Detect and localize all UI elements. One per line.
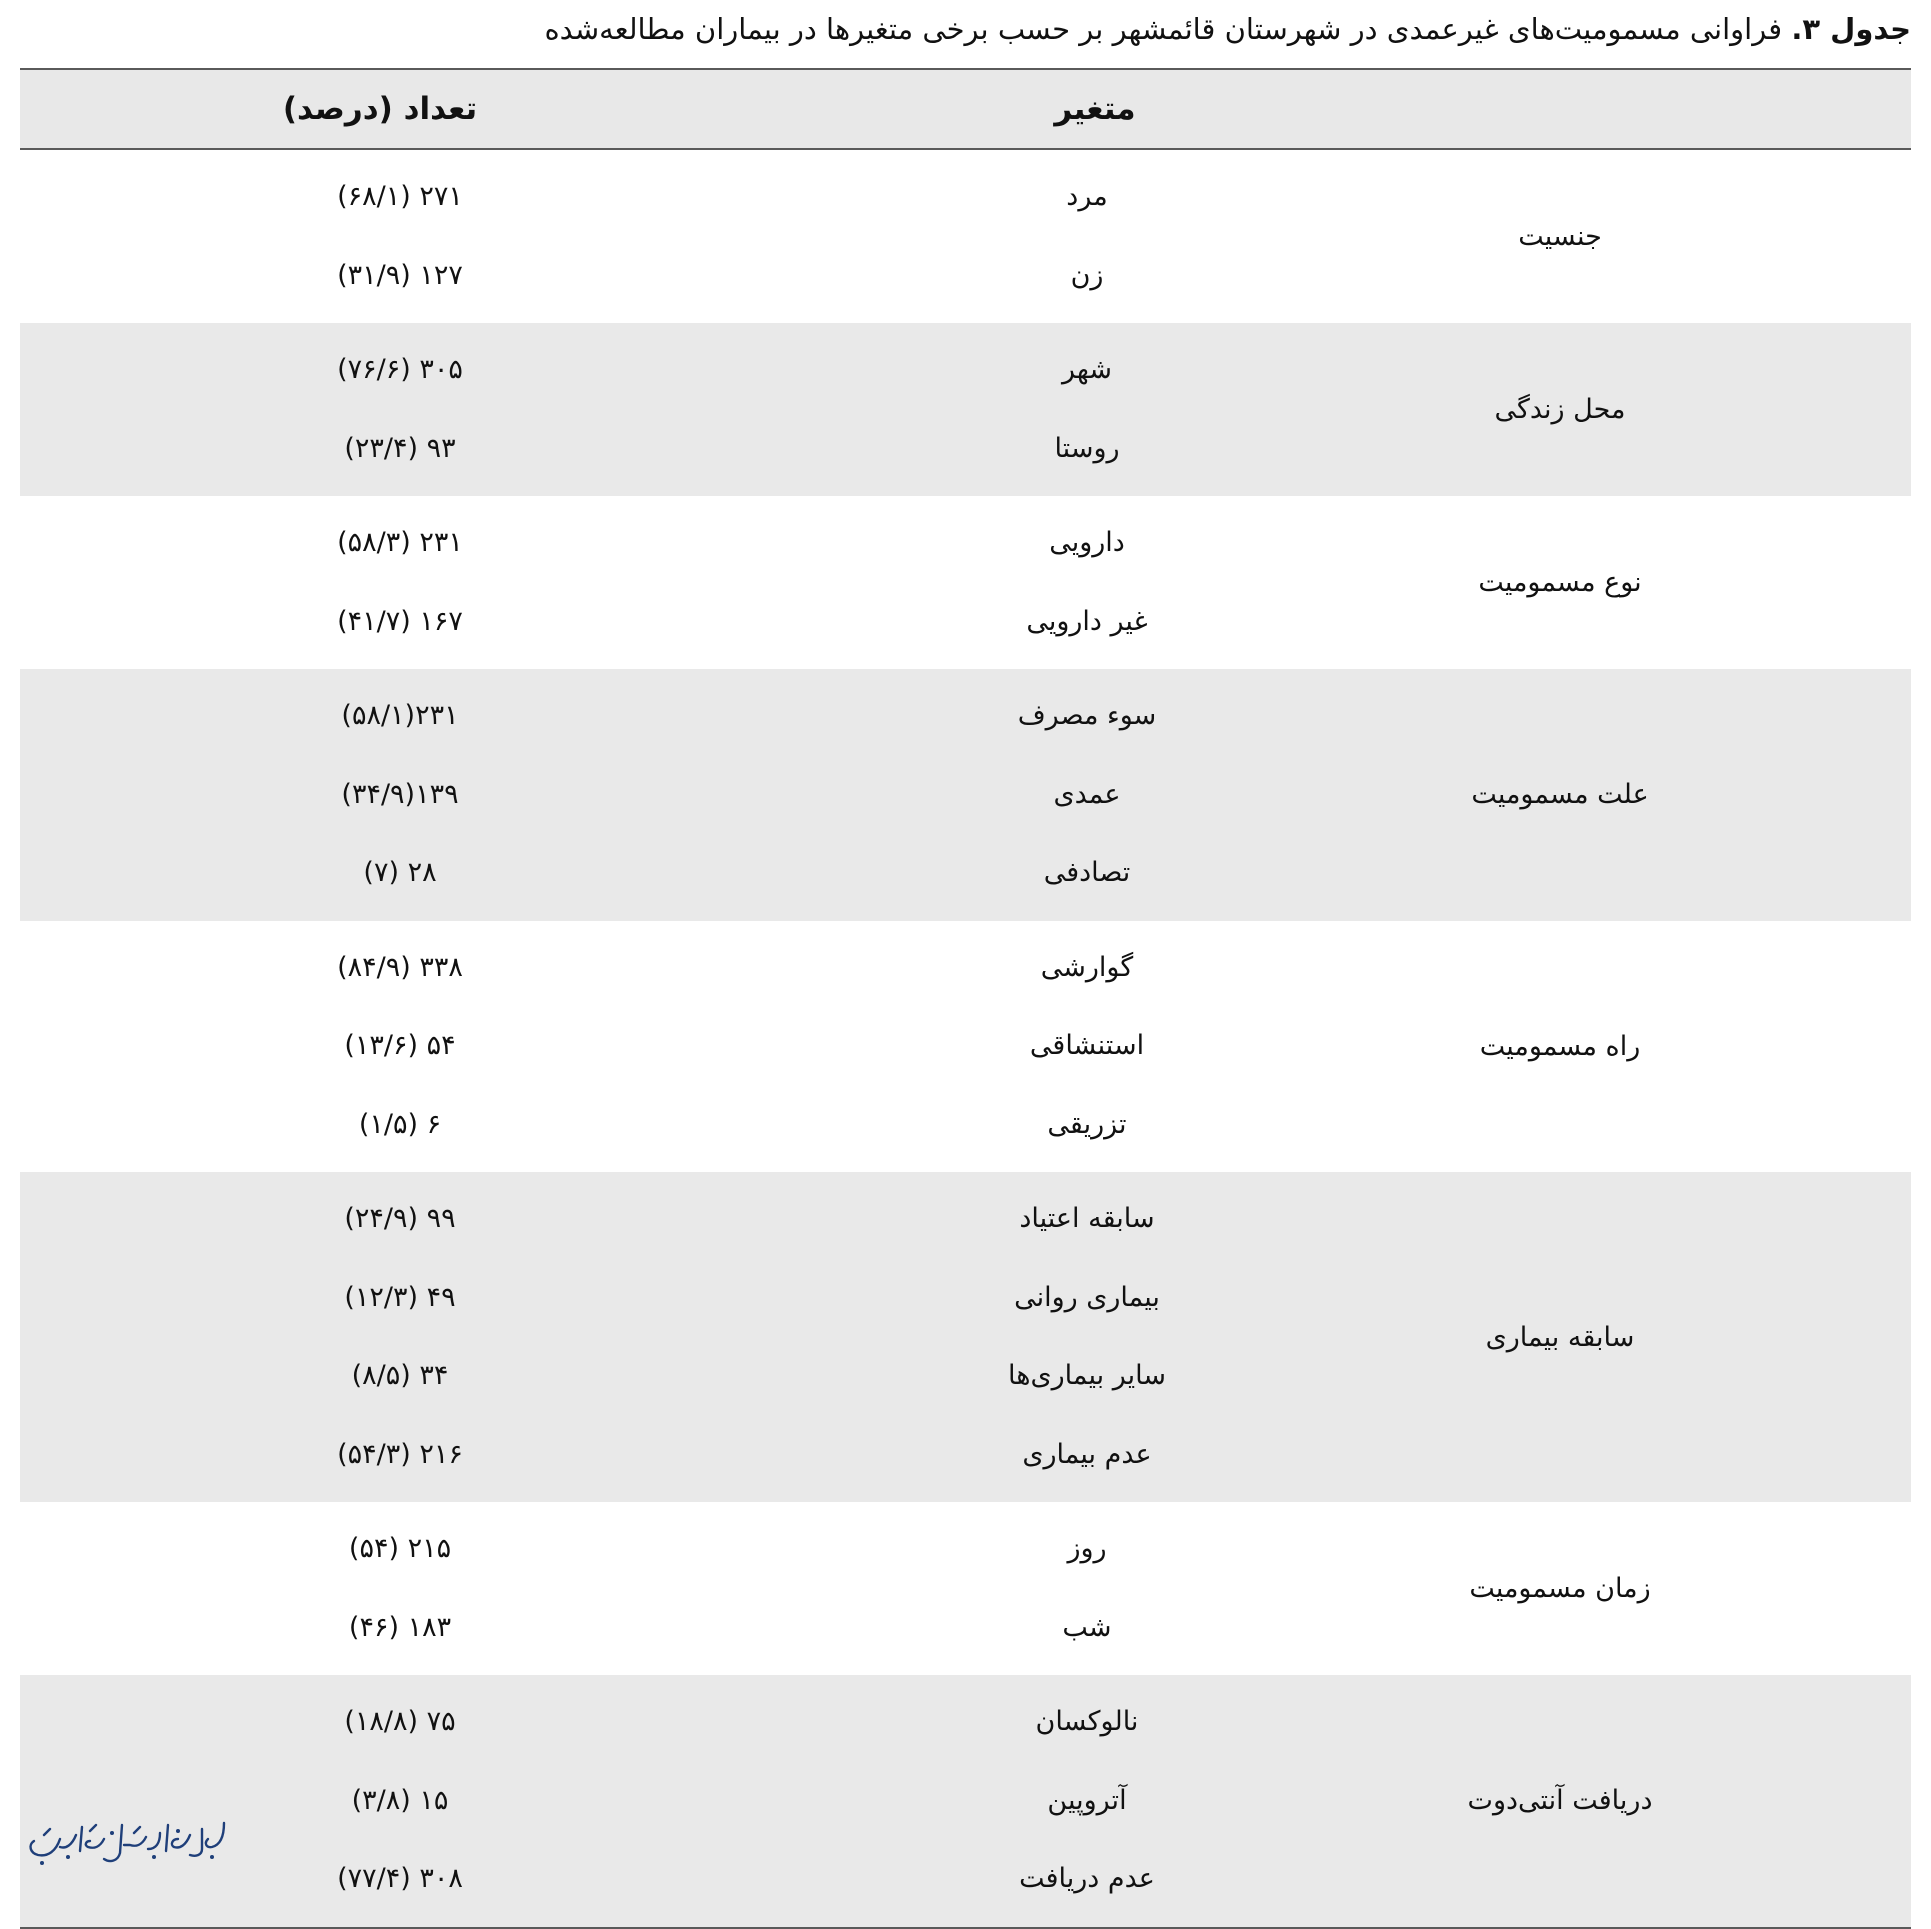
row-value: ۲۱۵ (۵۴) (348, 1533, 452, 1564)
table-row (20, 331, 1911, 410)
table-row (20, 237, 1911, 316)
row-value: ۱۸۳ (۴۶) (348, 1611, 452, 1643)
group-name: دریافت آنتی‌دوت (1467, 1785, 1653, 1817)
table-row (20, 410, 1911, 489)
group-name: راه مسمومیت (1479, 1030, 1641, 1062)
table-row (20, 756, 1911, 835)
table-row (20, 1510, 1911, 1589)
group-name: علت مسمومیت (1471, 779, 1649, 811)
row-label: شب (1062, 1611, 1112, 1643)
row-value: ۳۰۸ (۷۷/۴) (337, 1863, 463, 1894)
row-value: ۲۱۶ (۵۴/۳) (337, 1438, 463, 1470)
table-row (20, 158, 1911, 237)
table-row (20, 1086, 1911, 1165)
table-group (20, 323, 1911, 496)
table-row (20, 504, 1911, 583)
table-group (20, 921, 1911, 1173)
row-label: سابقه اعتیاد (1019, 1203, 1155, 1234)
header-variable: متغیر (1054, 91, 1136, 127)
table-row (20, 1007, 1911, 1086)
row-label: سایر بیماری‌ها (1008, 1360, 1166, 1391)
row-value: ۲۳۱ (۵۸/۳) (337, 527, 463, 558)
row-label: استنشاقی (1029, 1030, 1145, 1061)
group-name: نوع مسمومیت (1478, 567, 1642, 598)
table-row (20, 1589, 1911, 1668)
row-value: ۲۷۱ (۶۸/۱) (337, 181, 463, 212)
table-row (20, 583, 1911, 662)
table-group (20, 1502, 1911, 1675)
row-label: عدم دریافت (1019, 1863, 1155, 1894)
row-label: مرد (1066, 181, 1108, 212)
table-row (20, 1180, 1911, 1259)
table-row (20, 1337, 1911, 1416)
row-label: روستا (1054, 432, 1120, 464)
row-label: غیر دارویی (1026, 605, 1148, 637)
table-group (20, 669, 1911, 921)
group-name: زمان مسمومیت (1469, 1573, 1651, 1604)
row-value: ۵۴ (۱۳/۶) (344, 1030, 456, 1061)
row-label: شهر (1062, 354, 1112, 385)
table-header-row (20, 70, 1911, 148)
table-row (20, 1840, 1911, 1919)
row-label: تزریقی (1047, 1108, 1127, 1140)
row-value: ۳۴ (۸/۵) (351, 1360, 449, 1391)
row-value: ۹۹ (۲۴/۹) (344, 1203, 456, 1234)
table-group (20, 1675, 1911, 1927)
table-row (20, 929, 1911, 1008)
row-value: ۲۸ (۷) (363, 857, 437, 888)
row-value: ۱۳۹(۳۴/۹) (341, 778, 459, 810)
table-body (20, 150, 1911, 1927)
table-row (20, 1683, 1911, 1762)
table-group (20, 1172, 1911, 1502)
row-label: روز (1067, 1533, 1107, 1564)
row-label: سوء مصرف (1017, 700, 1157, 731)
row-value: ۳۰۵ (۷۶/۶) (337, 354, 463, 385)
row-value: ۶ (۱/۵) (358, 1108, 442, 1140)
row-label: عمدی (1053, 778, 1121, 810)
group-name: سابقه بیماری (1485, 1321, 1635, 1353)
table-row (20, 1416, 1911, 1495)
table-row (20, 1762, 1911, 1841)
row-label: تصادفی (1043, 857, 1131, 888)
row-label: گوارشی (1040, 951, 1134, 983)
row-value: ۱۵ (۳/۸) (351, 1784, 449, 1816)
row-value: ۷۵ (۱۸/۸) (344, 1706, 456, 1737)
row-value: ۱۶۷ (۴۱/۷) (337, 605, 463, 637)
group-name: جنسیت (1518, 221, 1602, 252)
table-bottom-rule (20, 1927, 1911, 1929)
row-value: ۳۳۸ (۸۴/۹) (337, 951, 463, 983)
table-row (20, 834, 1911, 913)
row-label: عدم بیماری (1022, 1438, 1152, 1470)
row-label: زن (1070, 259, 1104, 291)
table-caption-label: جدول ۳. (1791, 12, 1911, 46)
group-name: محل زندگی (1494, 394, 1626, 425)
header-count: تعداد (درصد) (282, 91, 478, 127)
row-value: ۴۹ (۱۲/۳) (344, 1281, 456, 1313)
row-value: ۲۳۱(۵۸/۱) (341, 700, 459, 731)
table-caption (20, 6, 1911, 52)
row-value: ۱۲۷ (۳۱/۹) (337, 259, 463, 291)
table-row (20, 677, 1911, 756)
frequency-table (20, 68, 1911, 1929)
table-group (20, 496, 1911, 669)
row-value: ۹۳ (۲۳/۴) (344, 432, 456, 464)
table-caption-text: فراوانی مسمومیت‌های غیرعمدی در شهرستان قائمشهر بر حسب برخی متغیرها در بیماران مطالعه‌شده (544, 12, 1783, 46)
row-label: بیماری روانی (1014, 1281, 1160, 1313)
row-label: دارویی (1049, 527, 1125, 558)
table-group (20, 150, 1911, 323)
row-label: نالوکسان (1035, 1706, 1139, 1737)
table-row (20, 1259, 1911, 1338)
row-label: آتروپین (1047, 1784, 1127, 1816)
journal-logo (20, 1815, 230, 1871)
